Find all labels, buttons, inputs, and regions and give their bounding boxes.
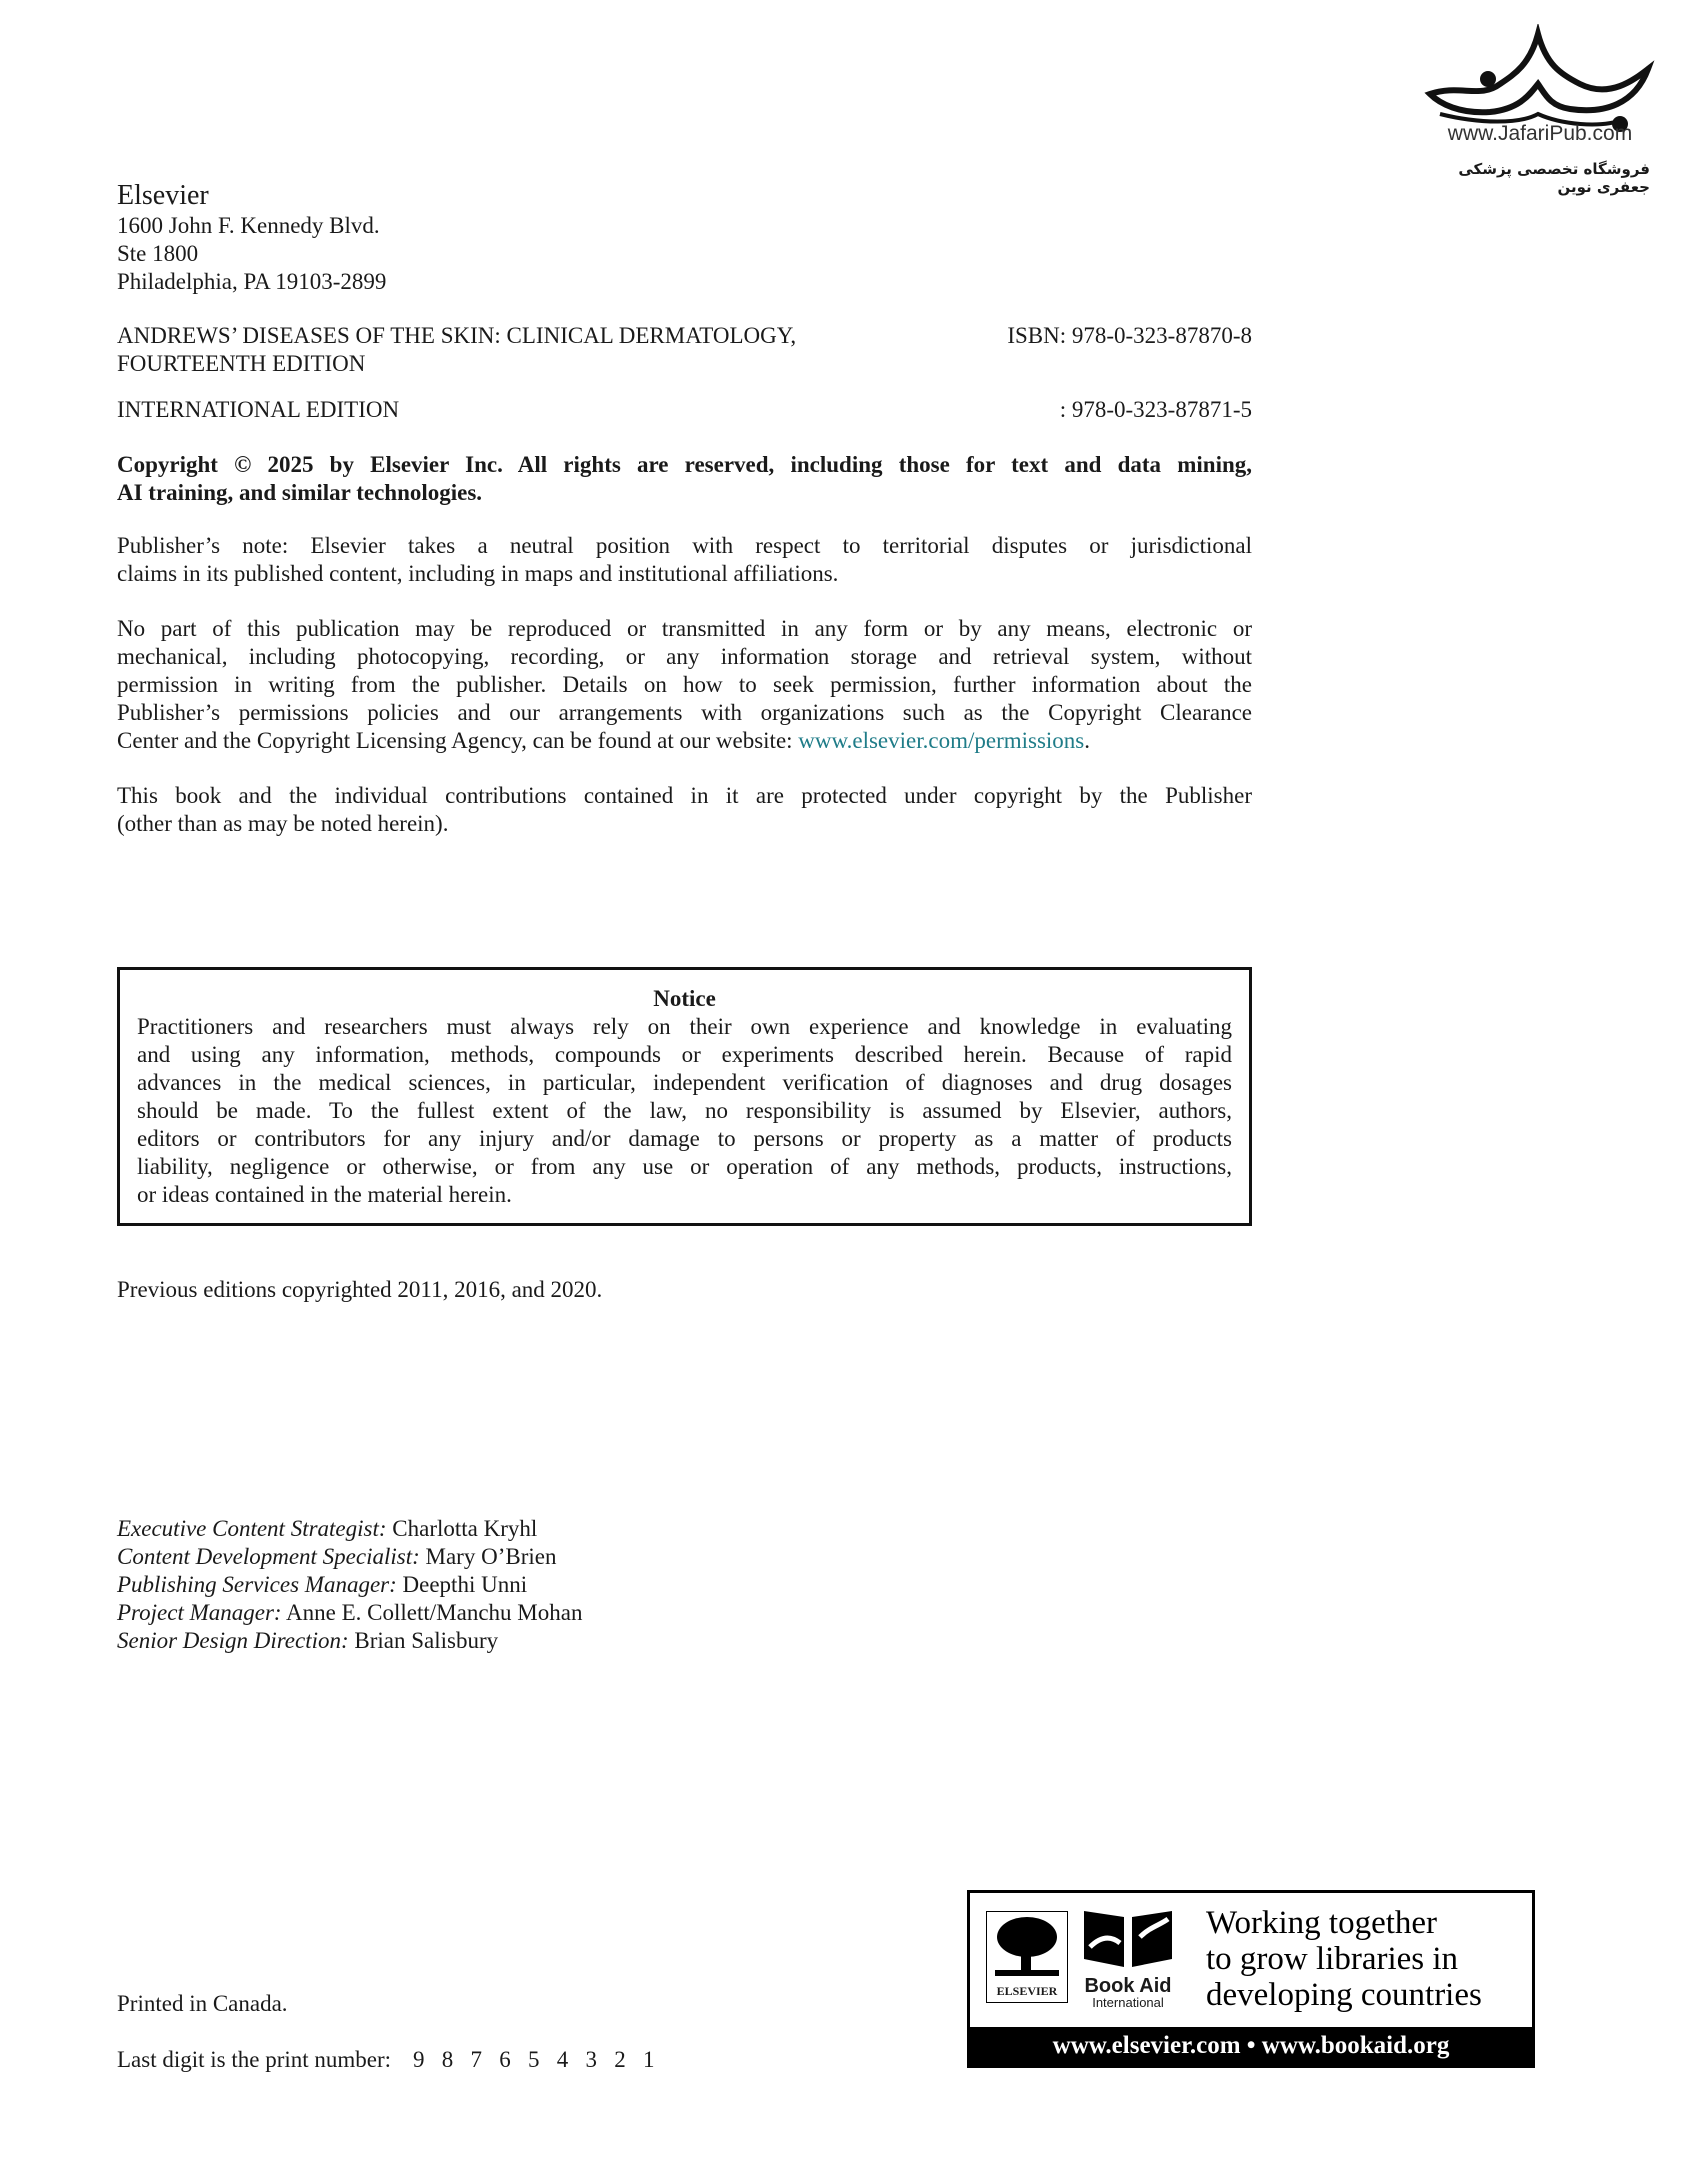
credit-role: Publishing Services Manager:	[117, 1572, 397, 1597]
notice-title: Notice	[653, 986, 716, 1011]
book-aid-tagline	[1206, 1905, 1482, 2013]
copyright-line: Copyright © 2025 by Elsevier Inc. All rights are reserved, including those for text and data mining,	[117, 452, 1252, 477]
notice-line: and using any information, methods, compounds or experiments described herein. Because of rapid	[137, 1042, 1232, 1067]
open-book-icon	[1080, 1907, 1176, 1971]
publishers-note-line: claims in its published content, including in maps and institutional affiliations.	[117, 561, 839, 586]
book-edition: FOURTEENTH EDITION	[117, 351, 366, 376]
permissions-period: .	[1084, 728, 1091, 753]
credit-role: Senior Design Direction:	[117, 1628, 349, 1653]
publisher-name: Elsevier	[117, 180, 209, 211]
previous-editions: Previous editions copyrighted 2011, 2016, and 2020.	[117, 1277, 603, 1302]
watermark-url: www.JafariPub.com	[1447, 122, 1633, 145]
credit-role: Project Manager:	[117, 1600, 282, 1625]
book-aid-banner	[967, 1890, 1535, 2068]
notice-line: or ideas contained in the material herein.	[137, 1182, 512, 1207]
protected-line: This book and the individual contributions contained in it are protected under copyright by the Publisher	[117, 783, 1252, 808]
elsevier-tree-logo	[986, 1911, 1068, 2003]
address-line: Ste 1800	[117, 241, 199, 266]
notice-line: advances in the medical sciences, in particular, independent verification of diagnoses and drug dosages	[137, 1070, 1232, 1095]
credit-line	[117, 1627, 498, 1655]
credit-line	[117, 1543, 556, 1571]
book-aid-urls: www.elsevier.com • www.bookaid.org	[970, 2027, 1532, 2065]
notice-line: liability, negligence or otherwise, or from any use or operation of any methods, products, instructions,	[137, 1154, 1232, 1179]
isbn: ISBN: 978-0-323-87870-8	[1007, 323, 1252, 348]
permissions-line: No part of this publication may be reproduced or transmitted in any form or by any means, electronic or	[117, 616, 1252, 641]
permissions-line: mechanical, including photocopying, recording, or any information storage and retrieval system, without	[117, 644, 1252, 669]
tagline-line: developing countries	[1206, 1977, 1482, 2013]
publishers-note-line: Publisher’s note: Elsevier takes a neutral position with respect to territorial disputes or jurisdictional	[117, 533, 1252, 558]
address-line: 1600 John F. Kennedy Blvd.	[117, 213, 380, 238]
permissions-link[interactable]: www.elsevier.com/permissions	[798, 728, 1085, 753]
book-aid-logo	[1080, 1907, 1180, 2017]
print-numbers: 9 8 7 6 5 4 3 2 1	[413, 2047, 655, 2072]
tagline-line: to grow libraries in	[1206, 1941, 1459, 1977]
credit-name: Deepthi Unni	[396, 1572, 528, 1597]
credit-line	[117, 1599, 582, 1627]
international-edition-label: INTERNATIONAL EDITION	[117, 397, 400, 422]
notice-line: editors or contributors for any injury and/or damage to persons or property as a matter of products	[137, 1126, 1232, 1151]
notice-line: should be made. To the fullest extent of the law, no responsibility is assumed by Elsevier, authors,	[137, 1098, 1232, 1123]
credit-name: Brian Salisbury	[348, 1628, 499, 1653]
print-number-line	[117, 2046, 655, 2074]
credit-name: Anne E. Collett/Manchu Mohan	[281, 1600, 583, 1625]
notice-box	[117, 967, 1252, 1226]
tagline-line: Working together	[1206, 1905, 1438, 1941]
copyright-line: AI training, and similar technologies.	[117, 480, 483, 505]
printed-in: Printed in Canada.	[117, 1991, 288, 2016]
print-number-label: Last digit is the print number:	[117, 2047, 392, 2072]
tree-icon	[987, 1912, 1067, 1982]
permissions-line: Publisher’s permissions policies and our arrangements with organizations such as the Copyright Clearance	[117, 700, 1252, 725]
credit-line	[117, 1515, 537, 1543]
credit-role: Executive Content Strategist:	[117, 1516, 387, 1541]
book-title: ANDREWS’ DISEASES OF THE SKIN: CLINICAL DERMATOLOGY,	[117, 323, 797, 348]
credit-name: Mary O’Brien	[419, 1544, 557, 1569]
credit-name: Charlotta Kryhl	[386, 1516, 538, 1541]
notice-line: Practitioners and researchers must always rely on their own experience and knowledge in evaluating	[137, 1014, 1232, 1039]
permissions-text: Center and the Copyright Licensing Agency, can be found at our website:	[117, 728, 799, 753]
permissions-line	[117, 727, 1090, 755]
address-line: Philadelphia, PA 19103-2899	[117, 269, 387, 294]
book-aid-logo-text: Book Aid	[1084, 1975, 1172, 1997]
credit-role: Content Development Specialist:	[117, 1544, 420, 1569]
protected-line: (other than as may be noted herein).	[117, 811, 449, 836]
elsevier-logo-text: ELSEVIER	[996, 1984, 1058, 1998]
credit-line	[117, 1571, 527, 1599]
book-aid-logo-subtext: International	[1092, 1995, 1164, 2010]
international-isbn: : 978-0-323-87871-5	[1059, 397, 1252, 422]
permissions-line: permission in writing from the publisher. Details on how to seek permission, further information about the	[117, 672, 1252, 697]
jafaripub-watermark-logo	[1420, 24, 1660, 194]
watermark-persian: فروشگاه تخصصی پزشکی جعفری نوین	[1458, 160, 1650, 196]
